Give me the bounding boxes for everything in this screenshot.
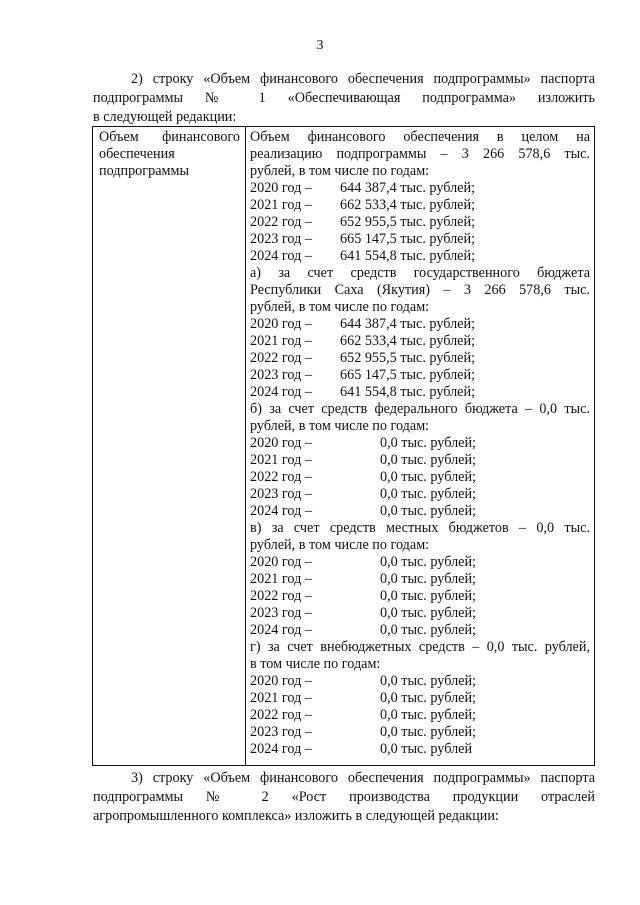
funding-table	[92, 126, 595, 766]
year-amount: 641 554,8 тыс. рублей;	[340, 248, 476, 264]
paragraph-item-2	[93, 70, 595, 127]
local-budget-line: рублей, в том числе по годам:	[250, 537, 430, 553]
year-label: 2023 год –	[250, 724, 312, 740]
year-label: 2022 год –	[250, 469, 312, 485]
year-label: 2022 год –	[250, 350, 312, 366]
federal-budget-line: рублей, в том числе по годам:	[250, 418, 430, 434]
year-label: 2021 год –	[250, 571, 312, 587]
year-amount: 0,0 тыс. рублей;	[380, 605, 476, 621]
year-label: 2023 год –	[250, 486, 312, 502]
year-row	[250, 622, 590, 639]
year-amount: 0,0 тыс. рублей;	[380, 724, 476, 740]
extrabudgetary-line: в том числе по годам:	[250, 656, 381, 672]
year-row	[250, 350, 590, 367]
year-amount: 0,0 тыс. рублей;	[380, 588, 476, 604]
year-row	[250, 452, 590, 469]
year-label: 2022 год –	[250, 707, 312, 723]
year-label: 2020 год –	[250, 435, 312, 451]
table-content-cell	[250, 129, 590, 758]
year-label: 2021 год –	[250, 333, 312, 349]
year-row	[250, 214, 590, 231]
year-amount: 665 147,5 тыс. рублей;	[340, 231, 476, 247]
year-amount: 644 387,4 тыс. рублей;	[340, 316, 476, 332]
year-amount: 662 533,4 тыс. рублей;	[340, 197, 476, 213]
year-row	[250, 248, 590, 265]
year-amount: 641 554,8 тыс. рублей;	[340, 384, 476, 400]
year-amount: 0,0 тыс. рублей;	[380, 469, 476, 485]
local-budget-line: в) за счет средств местных бюджетов – 0,0 тыс.	[250, 520, 590, 536]
year-amount: 0,0 тыс. рублей;	[380, 707, 476, 723]
year-row	[250, 316, 590, 333]
year-row	[250, 707, 590, 724]
year-amount: 0,0 тыс. рублей;	[380, 435, 476, 451]
state-budget-line: рублей, в том числе по годам:	[250, 299, 430, 315]
year-row	[250, 554, 590, 571]
label-line: обеспечения	[99, 146, 175, 162]
year-label: 2024 год –	[250, 741, 312, 757]
year-row	[250, 690, 590, 707]
year-row	[250, 486, 590, 503]
year-row	[250, 231, 590, 248]
year-amount: 0,0 тыс. рублей;	[380, 503, 476, 519]
total-text-line: реализацию подпрограммы – 3 266 578,6 тыс.	[250, 146, 590, 162]
year-label: 2023 год –	[250, 605, 312, 621]
year-label: 2023 год –	[250, 231, 312, 247]
year-label: 2021 год –	[250, 452, 312, 468]
year-amount: 652 955,5 тыс. рублей;	[340, 214, 476, 230]
year-label: 2020 год –	[250, 316, 312, 332]
label-line: подпрограммы	[99, 163, 189, 179]
year-row	[250, 197, 590, 214]
total-text-line: рублей, в том числе по годам:	[250, 163, 430, 179]
paragraph-line: в следующей редакции:	[93, 109, 237, 125]
table-column-divider	[245, 127, 246, 765]
year-amount: 644 387,4 тыс. рублей;	[340, 180, 476, 196]
year-label: 2024 год –	[250, 248, 312, 264]
year-label: 2023 год –	[250, 367, 312, 383]
year-label: 2020 год –	[250, 180, 312, 196]
year-amount: 665 147,5 тыс. рублей;	[340, 367, 476, 383]
year-row	[250, 469, 590, 486]
year-label: 2024 год –	[250, 384, 312, 400]
year-label: 2020 год –	[250, 673, 312, 689]
year-amount: 0,0 тыс. рублей;	[380, 690, 476, 706]
year-row	[250, 673, 590, 690]
total-text-line: Объем финансового обеспечения в целом на	[250, 129, 590, 145]
year-label: 2021 год –	[250, 690, 312, 706]
year-label: 2024 год –	[250, 622, 312, 638]
paragraph-item-3	[93, 769, 595, 826]
year-amount: 0,0 тыс. рублей;	[380, 486, 476, 502]
year-amount: 0,0 тыс. рублей;	[380, 554, 476, 570]
year-row	[250, 180, 590, 197]
year-row	[250, 724, 590, 741]
year-row	[250, 367, 590, 384]
year-row	[250, 333, 590, 350]
year-amount: 0,0 тыс. рублей;	[380, 571, 476, 587]
year-label: 2022 год –	[250, 588, 312, 604]
paragraph-line: 2) строку «Объем финансового обеспечения подпрограммы» паспорта	[131, 71, 595, 87]
year-row	[250, 571, 590, 588]
year-row	[250, 503, 590, 520]
year-label: 2022 год –	[250, 214, 312, 230]
paragraph-line: агропромышленного комплекса» изложить в следующей редакции:	[93, 808, 499, 824]
year-amount: 0,0 тыс. рублей;	[380, 452, 476, 468]
year-row	[250, 435, 590, 452]
table-label-cell	[99, 129, 240, 180]
year-label: 2020 год –	[250, 554, 312, 570]
state-budget-line: а) за счет средств государственного бюджета	[250, 265, 590, 281]
paragraph-line: подпрограммы № 2 «Рост производства продукции отраслей	[93, 789, 595, 805]
year-row	[250, 741, 590, 758]
page-number: 3	[316, 38, 324, 53]
label-line: Объем финансового	[99, 129, 240, 145]
year-amount: 0,0 тыс. рублей	[380, 741, 473, 757]
year-row	[250, 588, 590, 605]
year-label: 2024 год –	[250, 503, 312, 519]
extrabudgetary-line: г) за счет внебюджетных средств – 0,0 тыс. рублей,	[250, 639, 590, 655]
year-amount: 0,0 тыс. рублей;	[380, 622, 476, 638]
year-row	[250, 605, 590, 622]
federal-budget-line: б) за счет средств федерального бюджета – 0,0 тыс.	[250, 401, 590, 417]
year-amount: 652 955,5 тыс. рублей;	[340, 350, 476, 366]
state-budget-line: Республики Саха (Якутия) – 3 266 578,6 тыс.	[250, 282, 590, 298]
year-label: 2021 год –	[250, 197, 312, 213]
year-row	[250, 384, 590, 401]
year-amount: 0,0 тыс. рублей;	[380, 673, 476, 689]
year-amount: 662 533,4 тыс. рублей;	[340, 333, 476, 349]
paragraph-line: подпрограммы № 1 «Обеспечивающая подпрограмма» изложить	[93, 90, 595, 106]
paragraph-line: 3) строку «Объем финансового обеспечения подпрограммы» паспорта	[131, 770, 595, 786]
